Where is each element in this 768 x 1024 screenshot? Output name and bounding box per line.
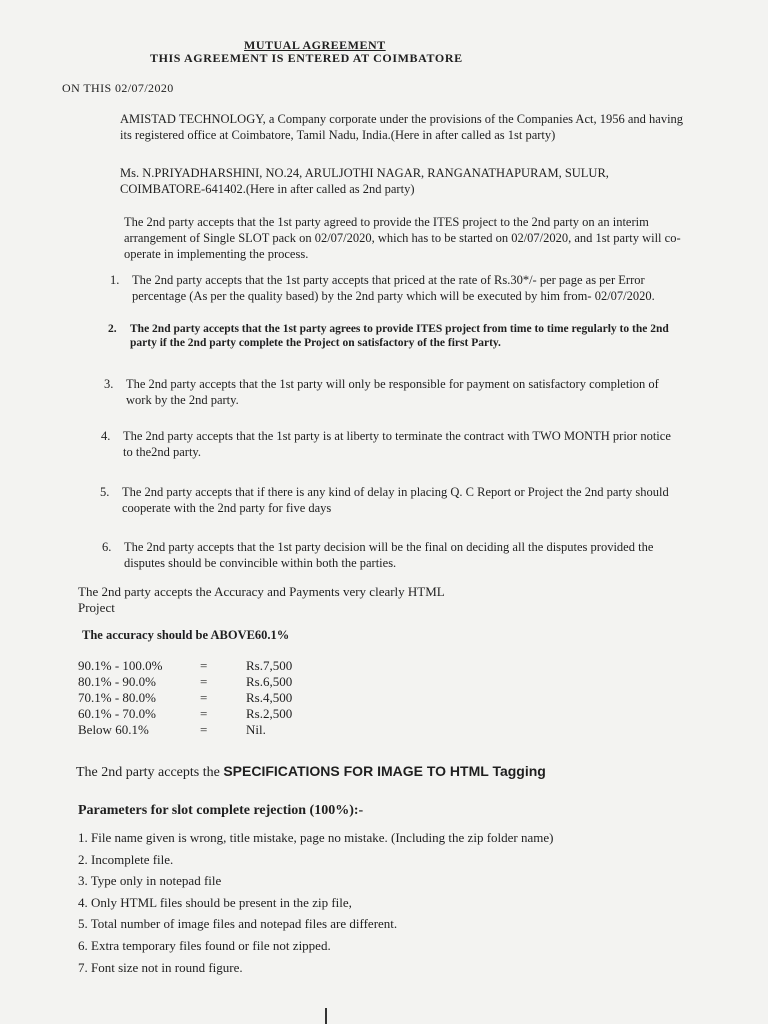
clause-text: The 2nd party accepts that if there is any kind of delay in placing Q. C Report or Project the 2nd party should cooperate with the 2nd party for five days <box>122 485 669 515</box>
intro-paragraph: The 2nd party accepts that the 1st party agreed to provide the ITES project to the 2nd party on an interim arrangement of Single SLOT pack on 02/07/2020, which has to be started on 02/07/2020, and 1st party will co-operate in implementing the process. <box>124 215 681 261</box>
clause-text: The 2nd party accepts that the 1st party accepts that priced at the rate of Rs.30*/- per page as per Error percentage (As per the quality based) by the 2nd party which will be executed by him from- 02/07/2020. <box>132 273 655 303</box>
rate-range: 90.1% - 100.0% <box>78 658 163 673</box>
rate-amount: Nil. <box>246 722 266 737</box>
clause-number: 2. <box>108 323 117 335</box>
rate-range: Below 60.1% <box>78 722 149 737</box>
rejection-item: 5. Total number of image files and notepad files are different. <box>78 916 398 932</box>
second-party-paragraph: Ms. N.PRIYADHARSHINI, NO.24, ARULJOTHI NAGAR, RANGANATHAPURAM, SULUR, COIMBATORE-641402.(Here in after called as 2nd party) <box>120 166 609 196</box>
rate-amount: Rs.4,500 <box>246 690 293 705</box>
rate-equals: = <box>200 706 208 721</box>
clause-text: The 2nd party accepts that the 1st party is at liberty to terminate the contract with TWO MONTH prior notice to the2nd party. <box>123 429 671 459</box>
clause-number: 5. <box>100 485 110 499</box>
rate-amount: Rs.7,500 <box>246 658 293 673</box>
rate-range: 70.1% - 80.0% <box>78 690 156 705</box>
rejection-list <box>78 827 553 978</box>
specification-prefix: The 2nd party accepts the <box>76 765 220 780</box>
rate-range: 80.1% - 90.0% <box>78 674 156 689</box>
rejection-item: 1. File name given is wrong, title mistake, page no mistake. (Including the zip folder name) <box>78 830 554 845</box>
rate-equals: = <box>200 690 208 705</box>
clause-number: 4. <box>101 429 111 443</box>
rejection-item: 7. Font size not in round figure. <box>78 959 243 975</box>
rate-amount: Rs.2,500 <box>246 706 293 721</box>
rate-equals: = <box>200 658 208 673</box>
rejection-item: 4. Only HTML files should be present in the zip file, <box>78 894 352 910</box>
document-subtitle: THIS AGREEMENT IS ENTERED AT COIMBATORE <box>150 51 463 65</box>
page-edge-mark <box>325 1008 327 1024</box>
clause-text: The 2nd party accepts that the 1st party decision will be the final on deciding all the disputes provided the disputes should be convincible within both the parties. <box>124 540 654 570</box>
accuracy-note: The 2nd party accepts the Accuracy and Payments very clearly HTML Project <box>78 584 445 615</box>
clause-number: 1. <box>110 273 120 287</box>
clause-number: 3. <box>104 377 114 391</box>
document-title: MUTUAL AGREEMENT <box>244 38 386 52</box>
agreement-date: ON THIS 02/07/2020 <box>62 81 174 95</box>
rejection-item: 3. Type only in notepad file <box>78 873 222 889</box>
first-party-paragraph: AMISTAD TECHNOLOGY, a Company corporate under the provisions of the Companies Act, 1956 and having its registered office at Coimbatore, Tamil Nadu, India.(Here in after called as 1st party) <box>120 112 684 142</box>
rate-amount: Rs.6,500 <box>246 674 293 689</box>
accuracy-heading: The accuracy should be ABOVE60.1% <box>82 628 290 642</box>
rejection-item: 6. Extra temporary files found or file not zipped. <box>78 937 331 953</box>
specification-line <box>76 763 546 781</box>
clause-text: The 2nd party accepts that the 1st party agrees to provide ITES project from time to time regularly to the 2nd party if the 2nd party complete the Project on satisfactory of the first Party. <box>130 323 669 349</box>
clause-text: The 2nd party accepts that the 1st party will only be responsible for payment on satisfactory completion of work by the 2nd party. <box>126 377 659 407</box>
rate-equals: = <box>200 674 208 689</box>
rate-equals: = <box>200 722 208 737</box>
rejection-item: 2. Incomplete file. <box>78 851 174 867</box>
specification-title: SPECIFICATIONS FOR IMAGE TO HTML Tagging <box>223 763 546 779</box>
rejection-heading: Parameters for slot complete rejection (100%):- <box>78 803 364 818</box>
clause-number: 6. <box>102 540 112 554</box>
rate-range: 60.1% - 70.0% <box>78 706 156 721</box>
